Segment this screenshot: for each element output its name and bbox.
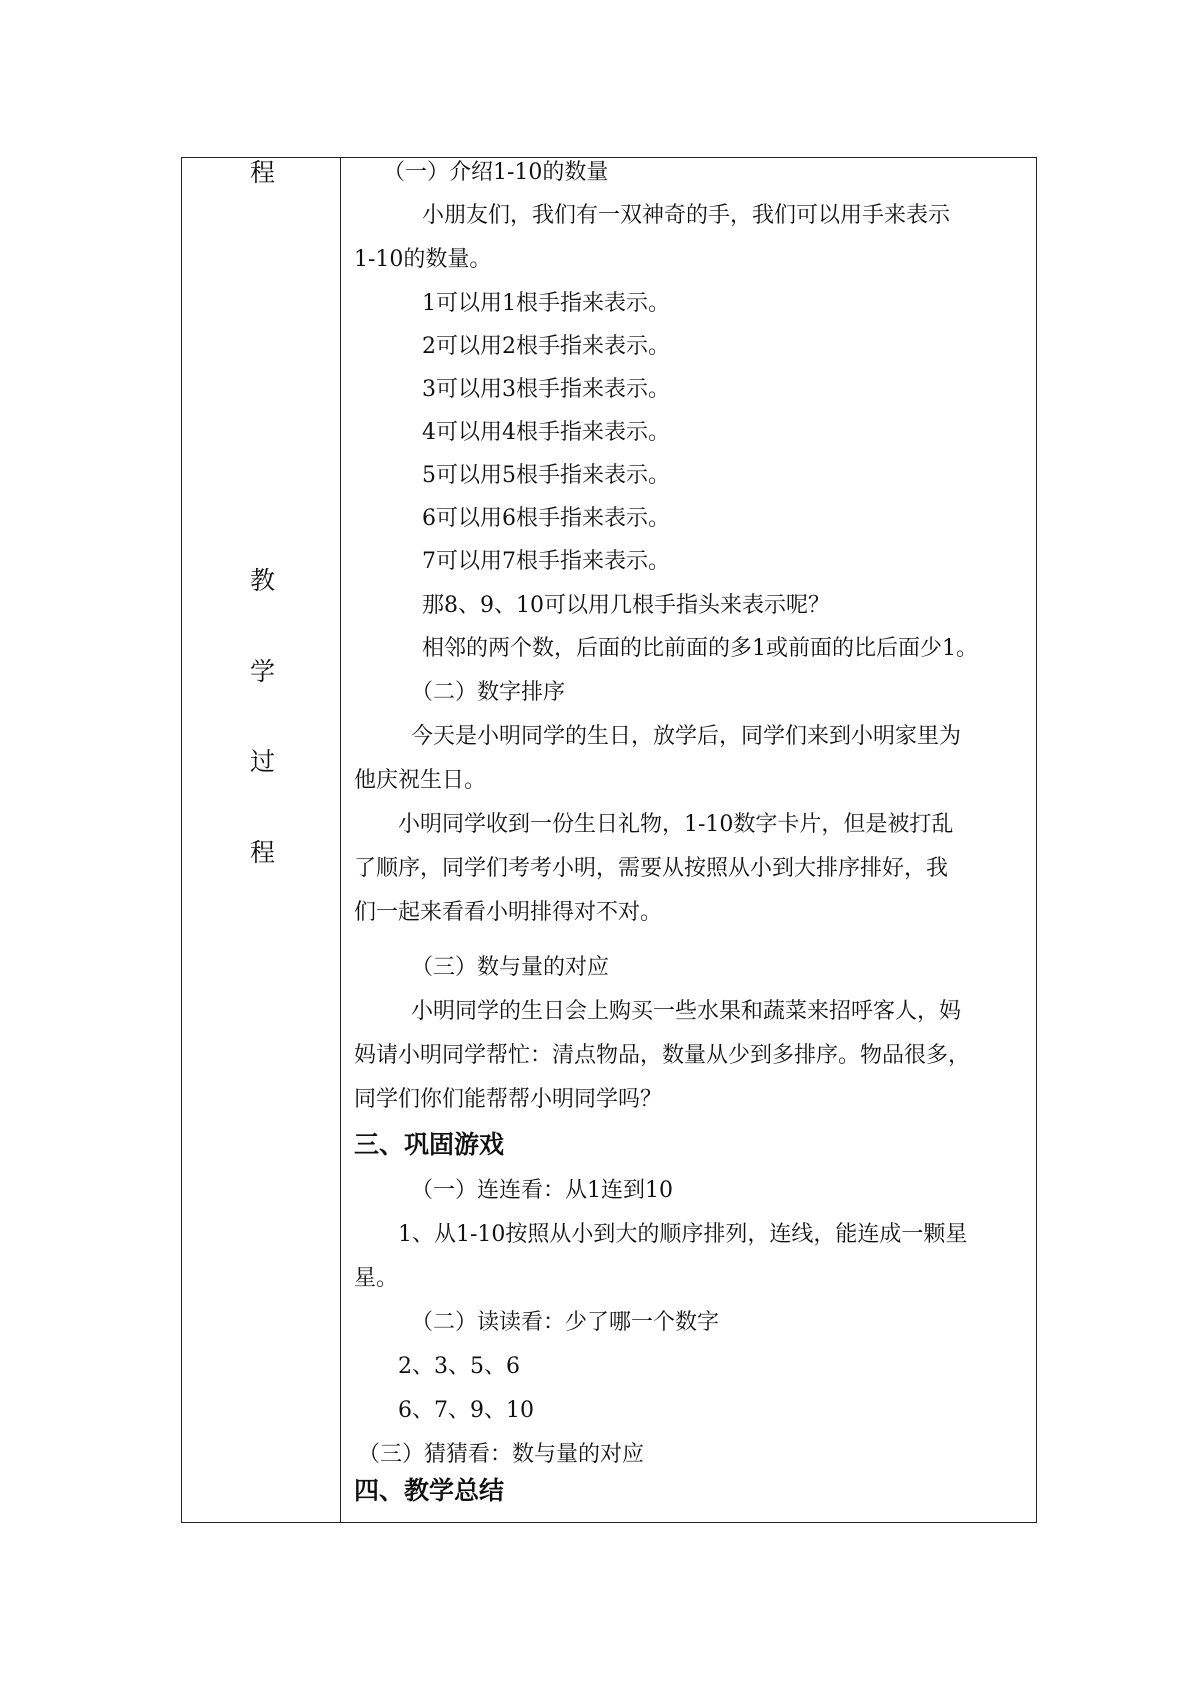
subheading-2: （二）数字排序 [411,680,566,705]
paragraph-line: 同学们你们能帮帮小明同学吗？ [354,1087,663,1112]
left-label-2: 学 [250,657,276,686]
subheading-3: （三）数与量的对应 [411,955,610,980]
paragraph-line: 1、从1-10按照从小到大的顺序排列，连线，能连成一颗星 [398,1222,968,1247]
column-divider [340,157,341,1523]
left-label-3: 过 [250,747,276,776]
paragraph-line: 星。 [354,1266,399,1291]
paragraph-line: 今天是小明同学的生日，放学后，同学们来到小明家里为 [411,724,962,749]
left-label-1: 教 [250,566,276,595]
subheading-game-3: （三）猜猜看：数与量的对应 [358,1442,645,1467]
number-sequence: 2、3、5、6 [398,1354,520,1379]
paragraph-line: 小明同学收到一份生日礼物，1-10数字卡片，但是被打乱 [398,812,954,837]
paragraph-line: 相邻的两个数，后面的比前面的多1或前面的比后面少1。 [422,636,978,661]
paragraph-line: 那8、9、10可以用几根手指头来表示呢？ [422,593,830,618]
left-label-4: 程 [250,838,276,867]
paragraph-line: 妈请小明同学帮忙：清点物品，数量从少到多排序。物品很多， [354,1043,971,1068]
list-item: 6可以用6根手指来表示。 [422,506,670,531]
subheading-game-2: （二）读读看：少了哪一个数字 [411,1310,720,1335]
paragraph-line: 小朋友们，我们有一双神奇的手，我们可以用手来表示 [422,203,951,228]
list-item: 7可以用7根手指来表示。 [422,549,670,574]
paragraph-line: 小明同学的生日会上购买一些水果和蔬菜来招呼客人，妈 [411,999,962,1024]
section-heading-4: 四、教学总结 [354,1476,505,1505]
list-item: 4可以用4根手指来表示。 [422,420,670,445]
section-heading-3: 三、巩固游戏 [354,1130,505,1159]
list-item: 1可以用1根手指来表示。 [422,291,670,316]
list-item: 5可以用5根手指来表示。 [422,463,670,488]
list-item: 2可以用2根手指来表示。 [422,334,670,359]
list-item: 3可以用3根手指来表示。 [422,377,670,402]
paragraph-line: 1-10的数量。 [354,247,492,272]
subheading-1: （一）介绍1-10的数量 [383,160,609,185]
paragraph-line: 们一起来看看小明排得对不对。 [354,900,663,925]
subheading-game-1: （一）连连看：从1连到10 [411,1178,673,1203]
paragraph-line: 他庆祝生日。 [354,768,487,793]
paragraph-line: 了顺序，同学们考考小明，需要从按照从小到大排序排好，我 [354,856,949,881]
left-label-top: 程 [250,158,276,187]
number-sequence: 6、7、9、10 [398,1398,534,1423]
